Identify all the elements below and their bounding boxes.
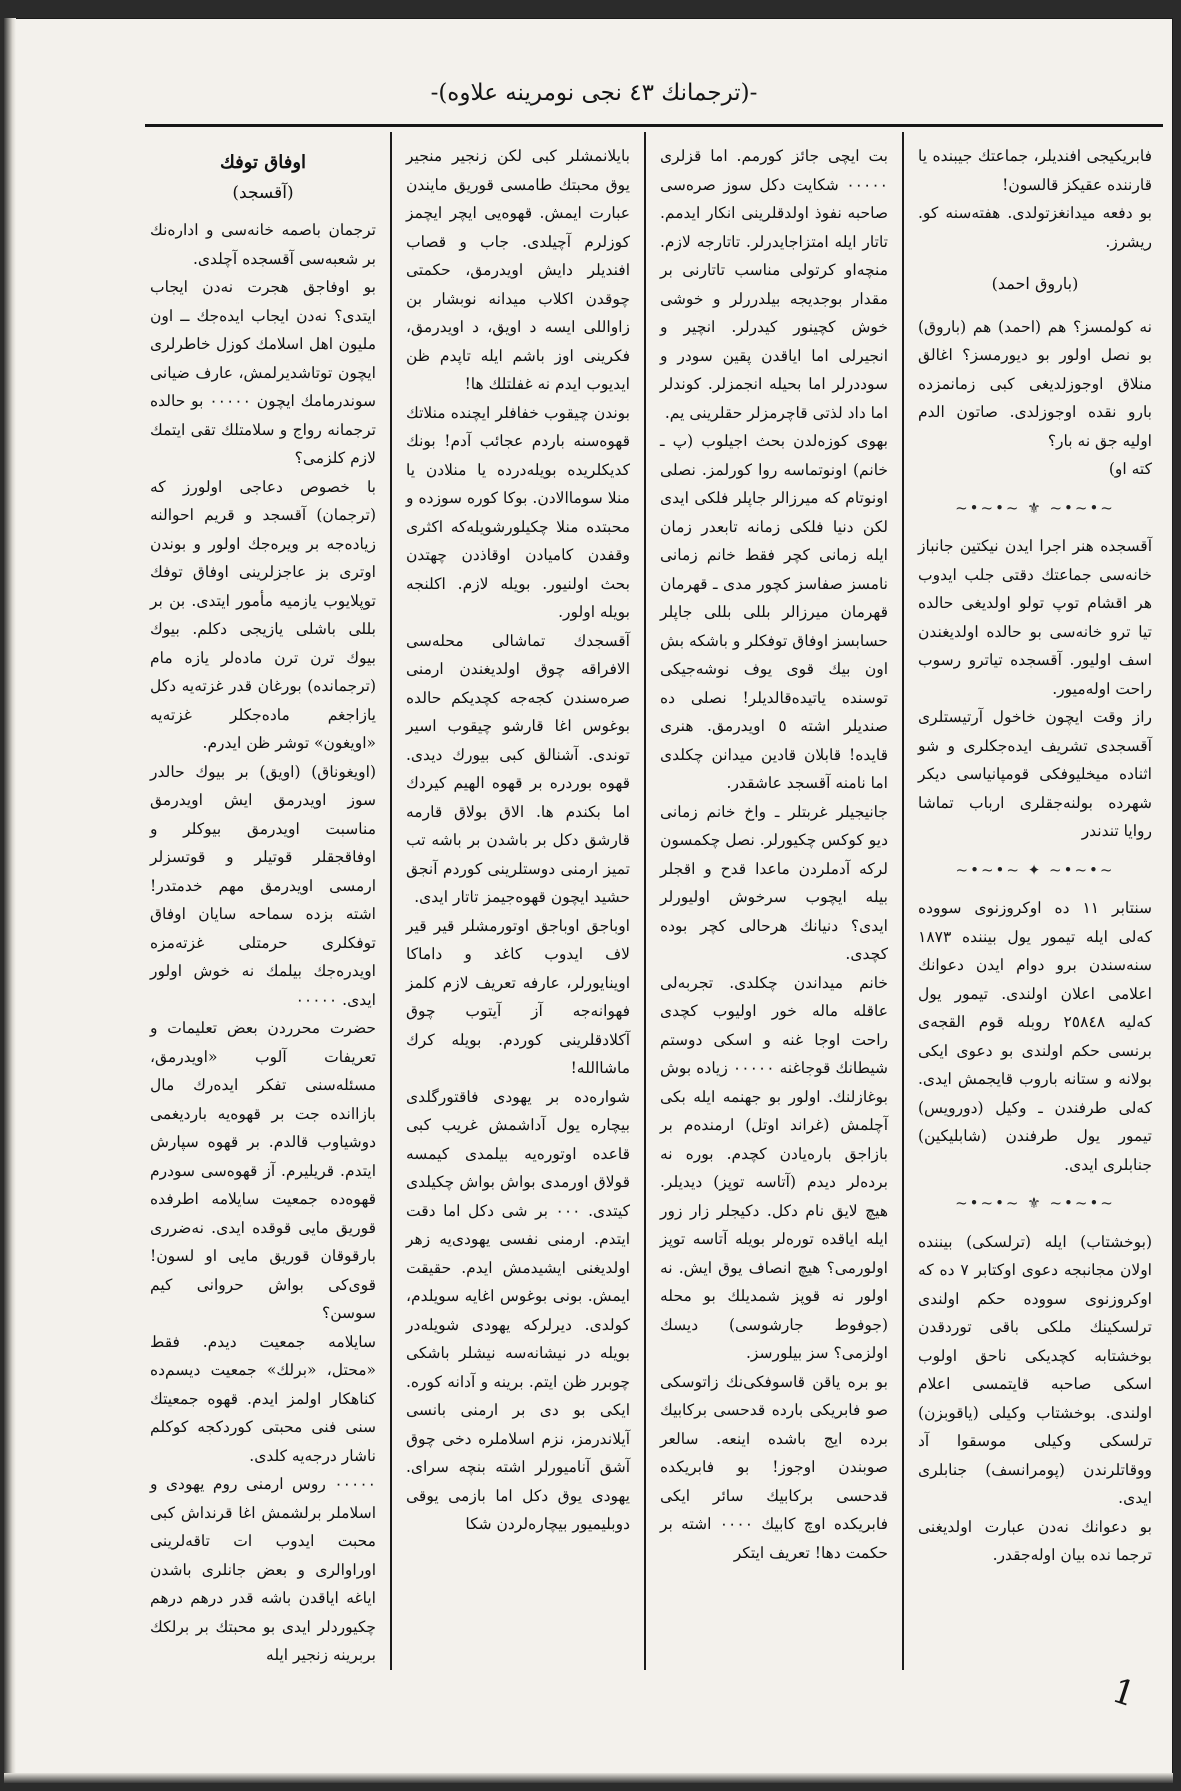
column-1 xyxy=(136,132,390,1670)
paragraph: آقسجدك تماشالی محله‌سی الافراقه چوق اولدیغندن ارمنی صره‌سندن كجه‌جه كچدیكم حالده بوغوس اغا قارشو چیقوب اسیر توندی. آشنالق كبی بیورك دیدی. قهوه بوردره بر قهوه الهیم كیردك اما بكندم ها. الاق بولاق قارمه قارشق دكل بر باشدن بر باشه تب تمیز ارمنی دوستلرینی كوردم آنجق حشید ایچون قهوه‌جیمز تاتار ایدی. xyxy=(406,631,630,906)
paragraph: بو اوفاجق هجرت نه‌دن ایجاب ایتدی؟ نه‌دن ایجاب ایده‌جك ــ اون ملیون اهل اسلامك كوزل خاطرلری ایچون توتاشدیرلمش، عارف ضیانی سوندرمامك ایچون ٠٠٠٠٠ بو حالده ترجمانه رواج و سلامتلك تقی ایتمك لازم كلزمی؟ xyxy=(150,278,376,467)
paragraph: نه كولمسز؟ هم (احمد) هم (باروق) بو نصل اولور بو دیورمسز؟ اغالق منلاق اوجوزلدیغی كبی زمانمزده بارو نقده اوجوزلدی. صاتون الدم اولیه جق نه بار؟ xyxy=(918,317,1152,450)
paragraph: كته او) xyxy=(1108,460,1152,478)
page-edge-bottom xyxy=(4,1773,1173,1783)
article-columns xyxy=(136,132,1166,1670)
paragraph: (اویغوناق) (اویق) بر بیوك حالدر سوز اویدرمق ایش اویدرمق مناسبت اویدرمق بیوكلر و اوفاقجقلر قوتیلر و قوتسزلر ارمسی اویدرمق مهم خدمتدر! اشته بزده سماحه سایان اوفاق توفكلری حرمتلی غزته‌مزه اویدره‌جك بیلمك نه خوش اولور ایدی. ٠٠٠٠٠ xyxy=(150,762,376,1009)
ornament-divider: ~•~•~ ✦ ~•~•~ xyxy=(955,860,1115,879)
paragraph: حضرت محرردن بعض تعلیمات و تعریفات آلوب «اویدرمق، مسئله‌سنی تفكر ایده‌رك مال بازاانده جت بر قهوه‌یه باردیغمی دوشیاوب قالدم. بر قهوه سپارش ایتدم. قریلیرم. آز قهوه‌سی سودرم قهوه‌ده جمعیت سایلامه اطرفده قوریق مایی قوقده ایدی. نه‌ضرری بارقوقان قوریق مایی او لسون! قوی‌كی بواش حروانی كیم سوسن؟ xyxy=(150,1019,376,1322)
paragraph: شواره‌ده بر یهودی فاقتورگلدی بیچاره یول آداشمش غریب كبی قاعده اوتوره‌یه بیلمدی كیمسه قولاق اورمدی بواش بواش چكیلدی كیتدی. ٠٠٠ بر شی دكل اما دقت ایتدم. ارمنی نفسی یهودی‌یه زهر اولدیغنی ایشیدمش ایدم. حقیقت ایمش. بونی بوغوس اغایه سویلدم، كولدی. دیرلركه یهودی شویله‌در بویله در نیشانه‌سه نیشلر باشكی چوبرر ظن ایتم. برینه و آدانه كوره. ایكی بو دی بر ارمنی بانسی آیلاندرمز، نزم اسلاملره دخی چوق آشق آنامیورلر اشته بنچه سرای. یهودی یوق دكل اما بازمی یوقی دوبلیمیور بیچاره‌لردن شكا xyxy=(406,1087,630,1533)
ornament-divider: ~•~•~ ⚜ ~•~•~ xyxy=(955,498,1115,517)
article-subtitle: (آقسجد) xyxy=(232,183,294,203)
paragraph: خانم میداندن چكلدی. تجربه‌لی عاقله ماله خور اولیوب كچدی راحت اوجا غنه و اسكی دوستم شیطانك قوجاغنه ٠٠٠٠٠ زیاده بوش بوغازلنك. اولور بو جهنمه ایله بكی آچلمش (غراند اوتل) ارمنده‌م بر بازاجق باره‌یادن كچدم. بوره نه برده‌لر دیدم (آتاسه توپز) دیدیلر. هیچ لایق نام دكل. دكیجلر زار زور ایله ایاقده توره‌لر بویله آتاسه توپز اولورمی؟ هیچ انصاف یوق ایش. نه اولور نه قوپز شمدیلك بو محله (جوفوط جارشوسی) دیسك اولزمی؟ سز بیلورسز. xyxy=(660,973,888,1362)
column-3 xyxy=(644,132,902,1670)
article-title: اوفاق توفك xyxy=(219,152,307,173)
column-4 xyxy=(902,132,1166,1670)
page-corner-mark: 1 xyxy=(1107,1670,1141,1716)
page-header: -(ترجمانك ٤٣ نجی نومرینه علاوه)- xyxy=(430,80,758,106)
page-edge-shadow xyxy=(4,18,16,1783)
paragraph: فابریكیجی افندیلر، جماعتك جیبنده یا قارننده عقیكز قالسون! xyxy=(918,147,1152,194)
paragraph: ٠٠٠٠٠ روس ارمنی روم یهودی و اسلاملر برلشمش اغا قرنداش كبی محبت ایدوب ات تاقه‌لرینی اوراوالری و بعض جانلری باشدن ایاغه ایاقدن باشه قدر درهم درهم چكیوردلر ایدی بو محبتك بر برلكك بربرینه زنجیر ایله xyxy=(150,1475,376,1664)
paragraph: بهوی كوزه‌لدن بحث اجیلوب (پ ـ خانم) اونوتماسه روا كورلمز. نصلی اونوتام كه میرزالر جاپلر فلكی ایدی لكن دنیا فلكی زمانه تابعدر زمان ایله زمانی كچر فقط خانم زمانی نامسز صفاسز كچور مدی ـ قهرمان قهرمان میرزالر بللی بللی جاپلر حسابسز اوفاق توفكلر و باشكه بش اون بیك قوی یوف نوشه‌جیكی توسنده یاتیده‌قالدیلر! نصلی ده صندیلر اشته ٥ اویدرمق. هنری قایده! قابلان قادین میدانن چكلدی اما نامنه آقسجد عاشقدر. xyxy=(660,432,888,792)
paragraph: جانیجیلر غربتلر ـ واخ خانم زمانی دیو كوكس چكیورلر. نصل چكمسون لركه آدملردن ماعدا قدح و اقجلر بیله ایچوب سرخوش اولیورلر ایدی؟ دنیانك هرحالی كچر بوده كچدی. xyxy=(660,802,888,963)
column-2 xyxy=(390,132,644,1670)
paragraph: بو دعوانك نه‌دن عبارت اولدیغنی ترجما نده بیان اوله‌جقدر. xyxy=(918,1517,1152,1564)
header-rule xyxy=(145,124,1163,127)
paragraph: بایلانمشلر كبی لكن زنجیر منجیر یوق محبتك طامسی قوریق مایندن عبارت ایمش. قهوه‌یی ایچر ایچمز كوزلرم آچیلدی. جاب و قصاب افندیلر دایش اویدرمق، حكمتی چوقدن اكلاب میدانه نوبشار بن زاواللی ایسه د اویق، د اویدرمق، فكرینی اوز باشم ایله تاپدم ظن ایدیوب ایدم نه غفلتلك ها! xyxy=(406,147,630,393)
newspaper-page xyxy=(4,18,1173,1783)
paragraph: بت ایچی جائز كورمم. اما قزلری ٠٠٠٠٠ شكایت دكل سوز صره‌سی صاحبه نفوذ اولدقلرینی انكار ایدمم. تاتار ایله امتزاجایدرلر. تاتارجه لازم. منچه‌او كرتولی مناسب تاتارنی بر مقدار بوجدیجه بیلدررلر و خوشی خوش كچینور كیدرلر. انچیر و انجیرلی اما ایاقدن پقین سودر و سوددرلر اما بحیله انجمزلر. كوندلر اما داد لذتی قاچرمزلر حقلرینی یم. xyxy=(660,147,888,422)
signature: (باروق احمد) xyxy=(991,274,1079,293)
paragraph: بو بره یاقن قاسوفكی‌نك زاتوسكی صو فابریكی‌ بارده قدحسی بركابیك برده ایج باشده اینعه. سالعر صوبندن اوجوز! بو فابریكده قدحسی بركابیك سائر ایكی فابریكده اوچ كابیك ٠٠٠٠ اشته بر حكمت دها! تعریف ایتكر xyxy=(660,1372,888,1562)
paragraph: با خصوص دعاجی اولورز كه (ترجمان) آقسجد و قریم احوالنه زیاده‌جه بر ویره‌جك اولور و بوندن اوتری بز عاجزلرینی اوفاق توفك توپلایوب یازمیه مأمور ایتدی. بن بر بللی باشلی یازیجی دكلم. بیوك بیوك ترن ترن ماده‌لر یازه مام (ترجمانده) بورغان قدر غزته‌یه دكل یازاجغم ماده‌جكلر غزته‌یه «اویغون» توشر ظن ایدرم. xyxy=(150,477,376,752)
paragraph: (بوخشتاب) ایله (ترلسكی) بیننده اولان مجانبجه دعوی اوكتابر ٧ ده كه اوكروزنوی سووده حكم اولندی ترلسكینك ملكی باقی توردقدن بوخشتابه كچدیكی ناحق اولوب اسكی صاحبه قایتمسی اعلام اولندی. بوخشتاب وكیلی (یاقوبزن) ترلسكی وكیلی موسقوا آد ووقاتلرندن (پومرانسف) جنابلری ایدی. xyxy=(918,1232,1152,1507)
paragraph: اوباجق اوباجق اوتورمشلر قیر قیر لاف ایدوب كاغد و داماكا اوینایورلر، عارفه تعریف لازم كلمز فهوانه‌جه آز آیتوب چوق آكلادقلرینی كوردم. بویله كرك ماشاالله! xyxy=(406,916,630,1077)
paragraph: بوندن چیقوب خفافلر ایچنده منلاتك قهوه‌سنه باردم عجائب آدم! بونك كدیكلریده بویله‌درده یا منلادن یا منلا سوماالادن. بوكا كوره سوزده و محبتده منلا چكیلورشویله‌كه اكثری وقفدن كامیادن اوقاذدن چهتدن بحث اولنیور. بویله لازم. اكلنجه بویله اولور. xyxy=(406,403,630,621)
paragraph: سنتابر ١١ ده اوكروزنوی سووده كه‌لی ایله تیمور یول بیننده ١٨٧٣ سنه‌سندن برو دوام ایدن دعوانك اعلامی اعلان اولندی. تیمور یول كه‌لیه ٢٥٨٤٨ روبله قوم القجه‌ی برنسی حكم اولندی بو دعوی ایكی بولانه و ستانه باروب قایجمش ایدی. كه‌لی طرفندن ـ وكیل (دورویس) تیمور یول طرفندن (شابلیكین) جنابلری ایدی. xyxy=(918,899,1152,1174)
paragraph: ترجمان باصمه خانه‌سی و اداره‌نك بر شعبه‌سی آقسجده آچلدی. xyxy=(150,221,376,268)
paragraph: آقسجده هنر اجرا ایدن نیكتین جانباز خانه‌سی جماعتك دقتی جلب ایدوب هر اقشام توپ تولو اولدیغی حالده تیا ترو خانه‌سی بو حالده اولدیغندن اسف اولیور. آقسجده تیاترو رسوب راحت اوله‌میور. xyxy=(918,537,1152,698)
paragraph: بو دفعه میدانغزتولدی. هفته‌سنه كو. ریشرز. xyxy=(918,204,1152,251)
paragraph: سایلامه جمعیت دیدم. فقط «محتل، «برلك» جمعیت دیسم‌ده كناهكار اولمز ایدم. قهوه جمعیتك سنی فنی محبتی كوردكجه كوكلم ناشار درجه‌یه كلدی. xyxy=(150,1332,376,1465)
ornament-divider: ~•~•~ ⚜ ~•~•~ xyxy=(955,1194,1115,1212)
paragraph: راز وقت ایچون خاخول آرتیستلری آقسجدی تشریف ایده‌جكلری و شو اثناده میخلیوفكی قومپانیاسی دیكر شهرده بولنه‌جقلری ارباب تماشا روایا تندندر xyxy=(918,708,1152,840)
